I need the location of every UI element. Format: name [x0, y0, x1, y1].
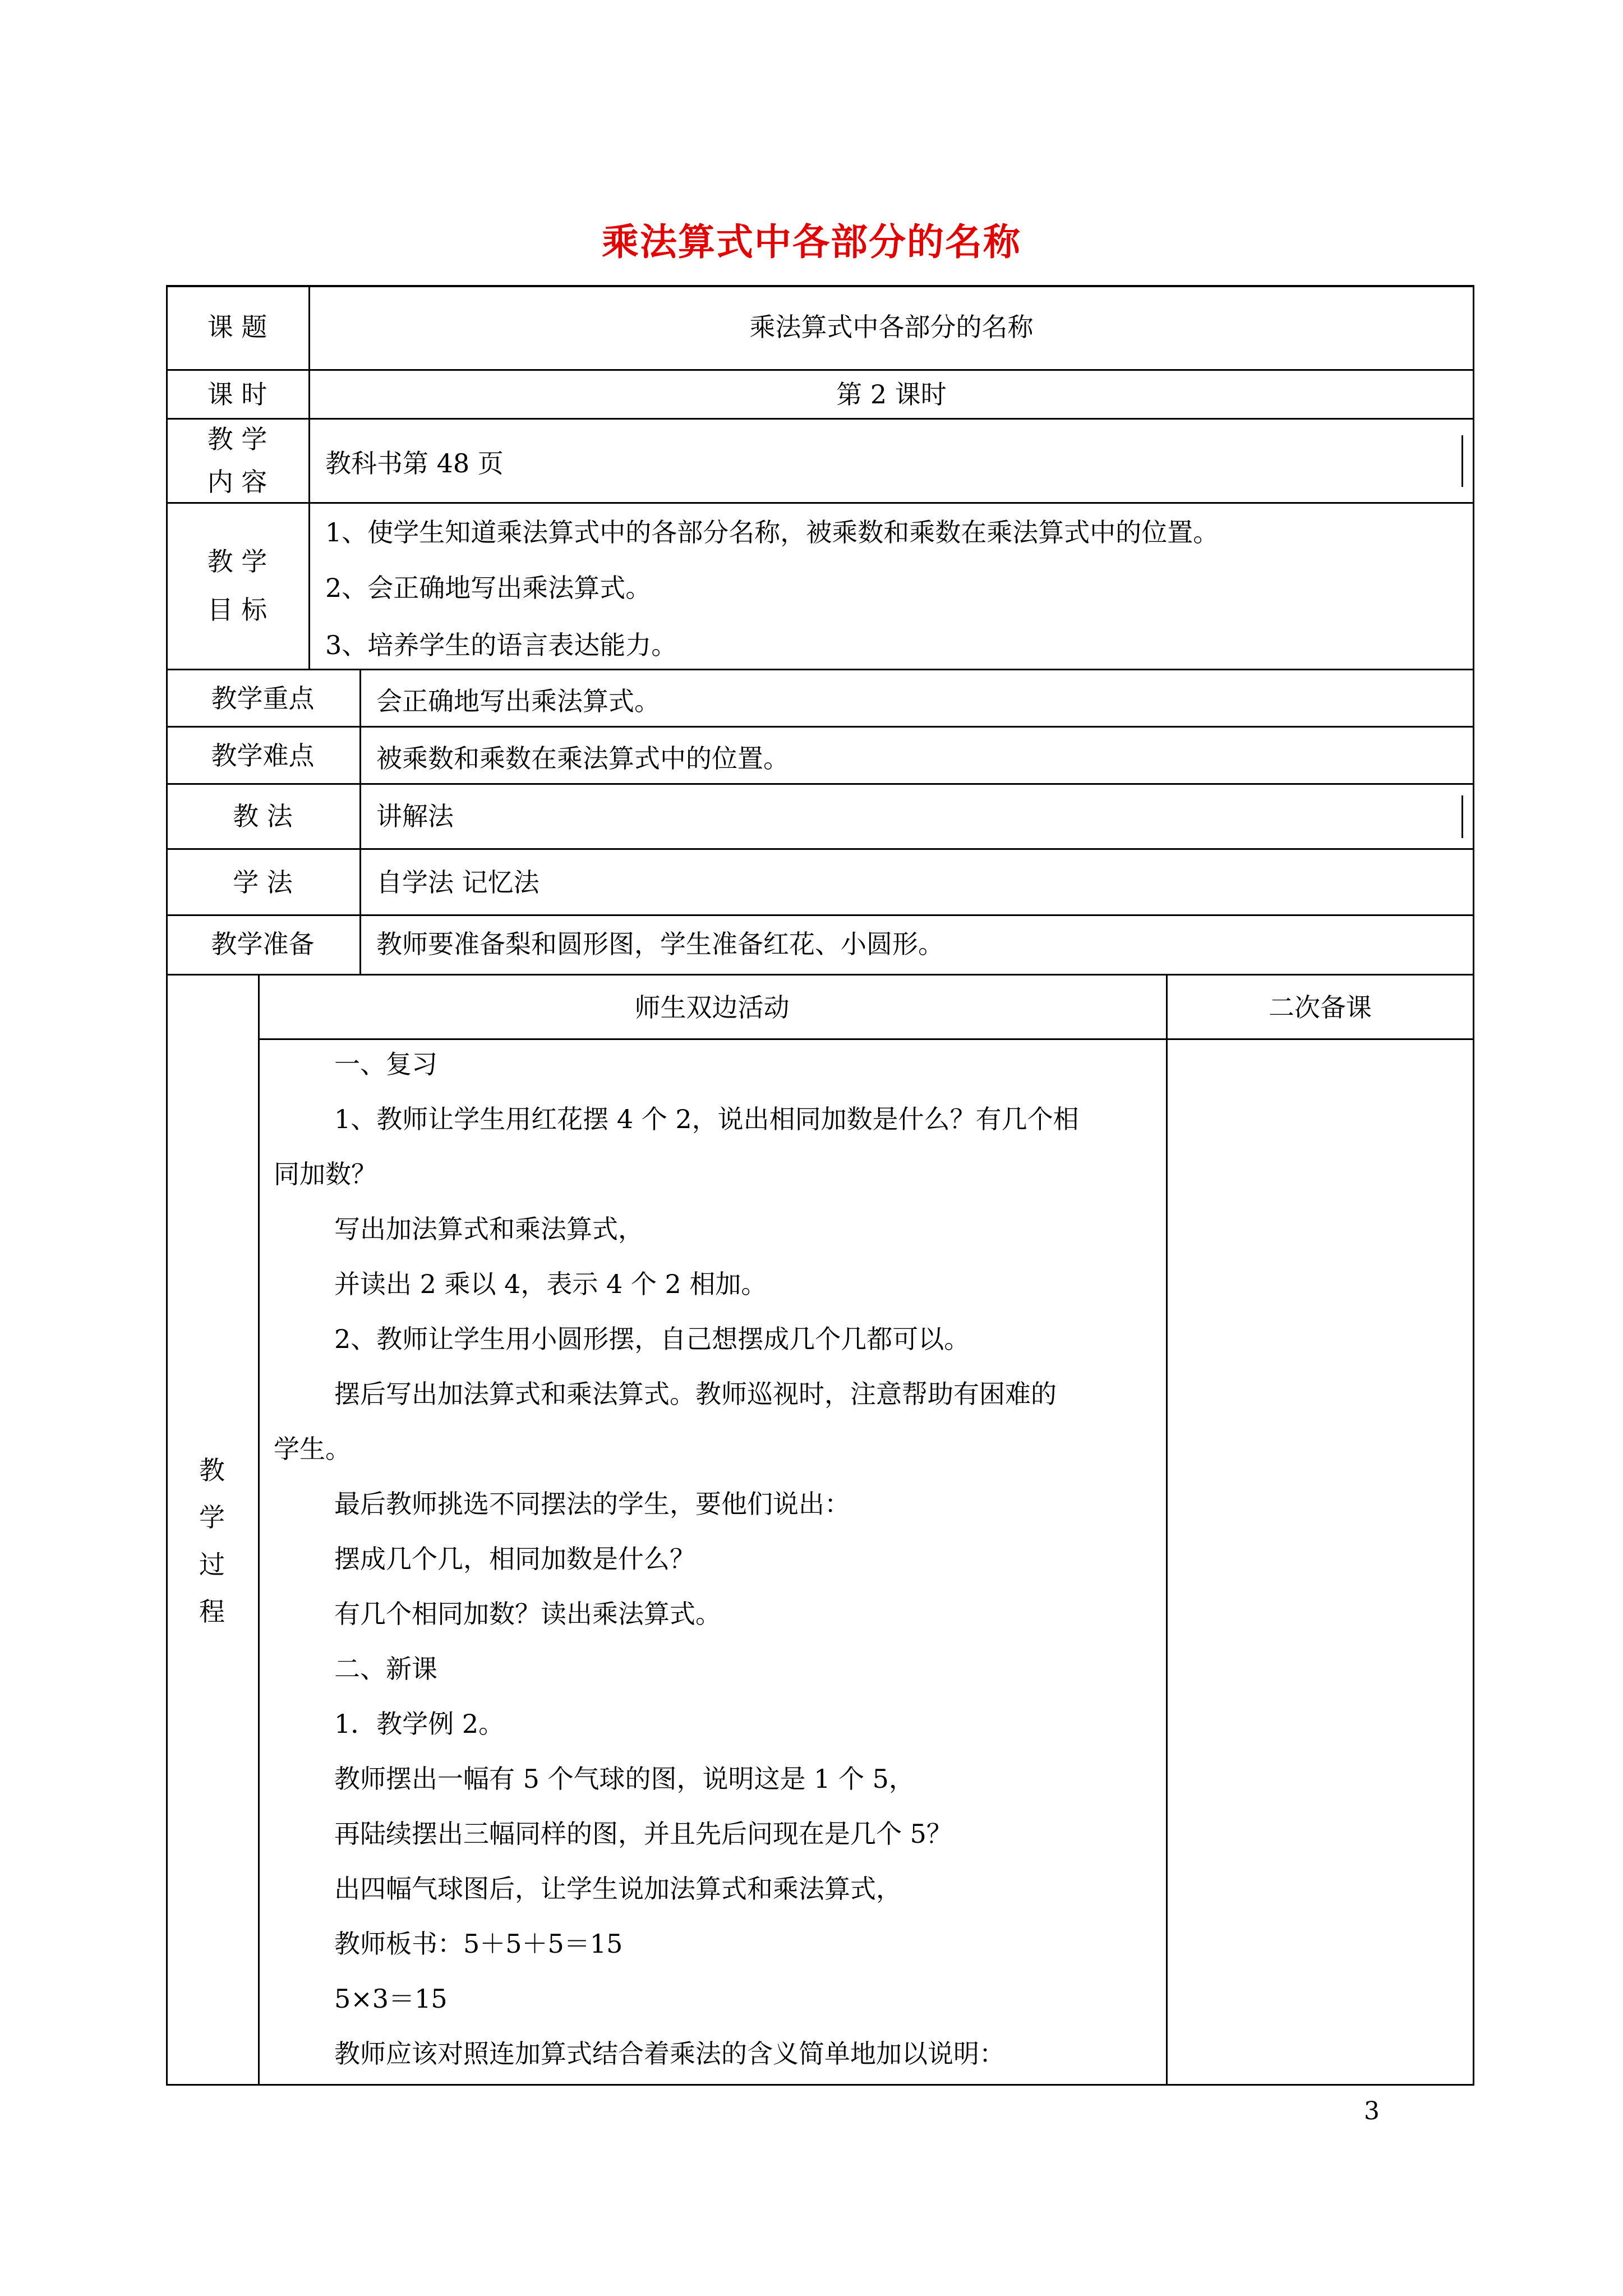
process-line: 5×3＝15: [334, 1984, 448, 2014]
value-method: 讲解法: [376, 801, 454, 831]
page-number: 3: [1364, 2097, 1380, 2125]
process-line: 再陆续摆出三幅同样的图，并且先后问现在是几个 5？: [334, 1819, 952, 1849]
process-label-char: 程: [199, 1596, 225, 1627]
process-body: [274, 1037, 1149, 2081]
process-line: 并读出 2 乘以 4，表示 4 个 2 相加。: [334, 1269, 767, 1299]
process-line: 2、教师让学生用小圆形摆，自己想摆成几个几都可以。: [334, 1324, 970, 1354]
value-difficulty: 被乘数和乘数在乘法算式中的位置。: [376, 743, 789, 774]
label-key-point: 教学重点: [211, 683, 315, 714]
process-line: 一、复习: [334, 1049, 437, 1079]
process-line: 摆成几个几，相同加数是什么？: [334, 1544, 695, 1574]
value-learning: 自学法 记忆法: [376, 867, 540, 898]
process-line: 教师应该对照连加算式结合着乘法的含义简单地加以说明：: [334, 2039, 1005, 2069]
process-label-char: 过: [199, 1549, 225, 1580]
label-goals-2: 目 标: [207, 595, 268, 625]
label-prep: 教学准备: [211, 929, 315, 959]
label-topic: 课 题: [207, 312, 268, 342]
process-line: 1．教学例 2。: [334, 1709, 505, 1739]
column-header-activity: 师生双边活动: [634, 992, 790, 1023]
process-label-char: 学: [199, 1502, 225, 1533]
label-goals-1: 教 学: [207, 546, 268, 577]
process-line: 最后教师挑选不同摆法的学生，要他们说出：: [334, 1489, 850, 1519]
goal-item: 2、会正确地写出乘法算式。: [325, 573, 652, 603]
label-content-1: 教 学: [207, 424, 268, 454]
label-difficulty: 教学难点: [211, 740, 315, 771]
process-line: 教师摆出一幅有 5 个气球的图，说明这是 1 个 5，: [334, 1764, 915, 1794]
process-line: 写出加法算式和乘法算式，: [334, 1214, 644, 1244]
process-label-char: 教: [199, 1455, 225, 1485]
page-title: 乘法算式中各部分的名称: [602, 220, 1021, 264]
label-method: 教 法: [233, 801, 293, 831]
value-content: 教科书第 48 页: [325, 448, 504, 478]
process-line: 出四幅气球图后，让学生说加法算式和乘法算式，: [334, 1874, 902, 1904]
process-line: 摆后写出加法算式和乘法算式。教师巡视时，注意帮助有困难的: [334, 1379, 1057, 1409]
value-period: 第 2 课时: [836, 379, 947, 409]
label-content-2: 内 容: [207, 467, 268, 497]
label-learning: 学 法: [233, 867, 293, 898]
column-header-notes: 二次备课: [1269, 992, 1372, 1023]
process-line: 二、新课: [334, 1654, 437, 1684]
value-key-point: 会正确地写出乘法算式。: [376, 686, 660, 716]
process-line: 有几个相同加数？读出乘法算式。: [334, 1599, 721, 1629]
process-line: 1、教师让学生用红花摆 4 个 2，说出相同加数是什么？有几个相: [334, 1104, 1079, 1134]
process-line: 学生。: [274, 1434, 351, 1464]
goal-item: 1、使学生知道乘法算式中的各部分名称，被乘数和乘数在乘法算式中的位置。: [325, 517, 1219, 547]
goal-item: 3、培养学生的语言表达能力。: [325, 630, 677, 660]
value-topic: 乘法算式中各部分的名称: [749, 312, 1034, 342]
process-line: 教师板书：5＋5＋5＝15: [334, 1929, 623, 1959]
value-prep: 教师要准备梨和圆形图，学生准备红花、小圆形。: [376, 929, 944, 959]
label-period: 课 时: [207, 379, 268, 409]
process-line: 同加数？: [274, 1159, 377, 1189]
